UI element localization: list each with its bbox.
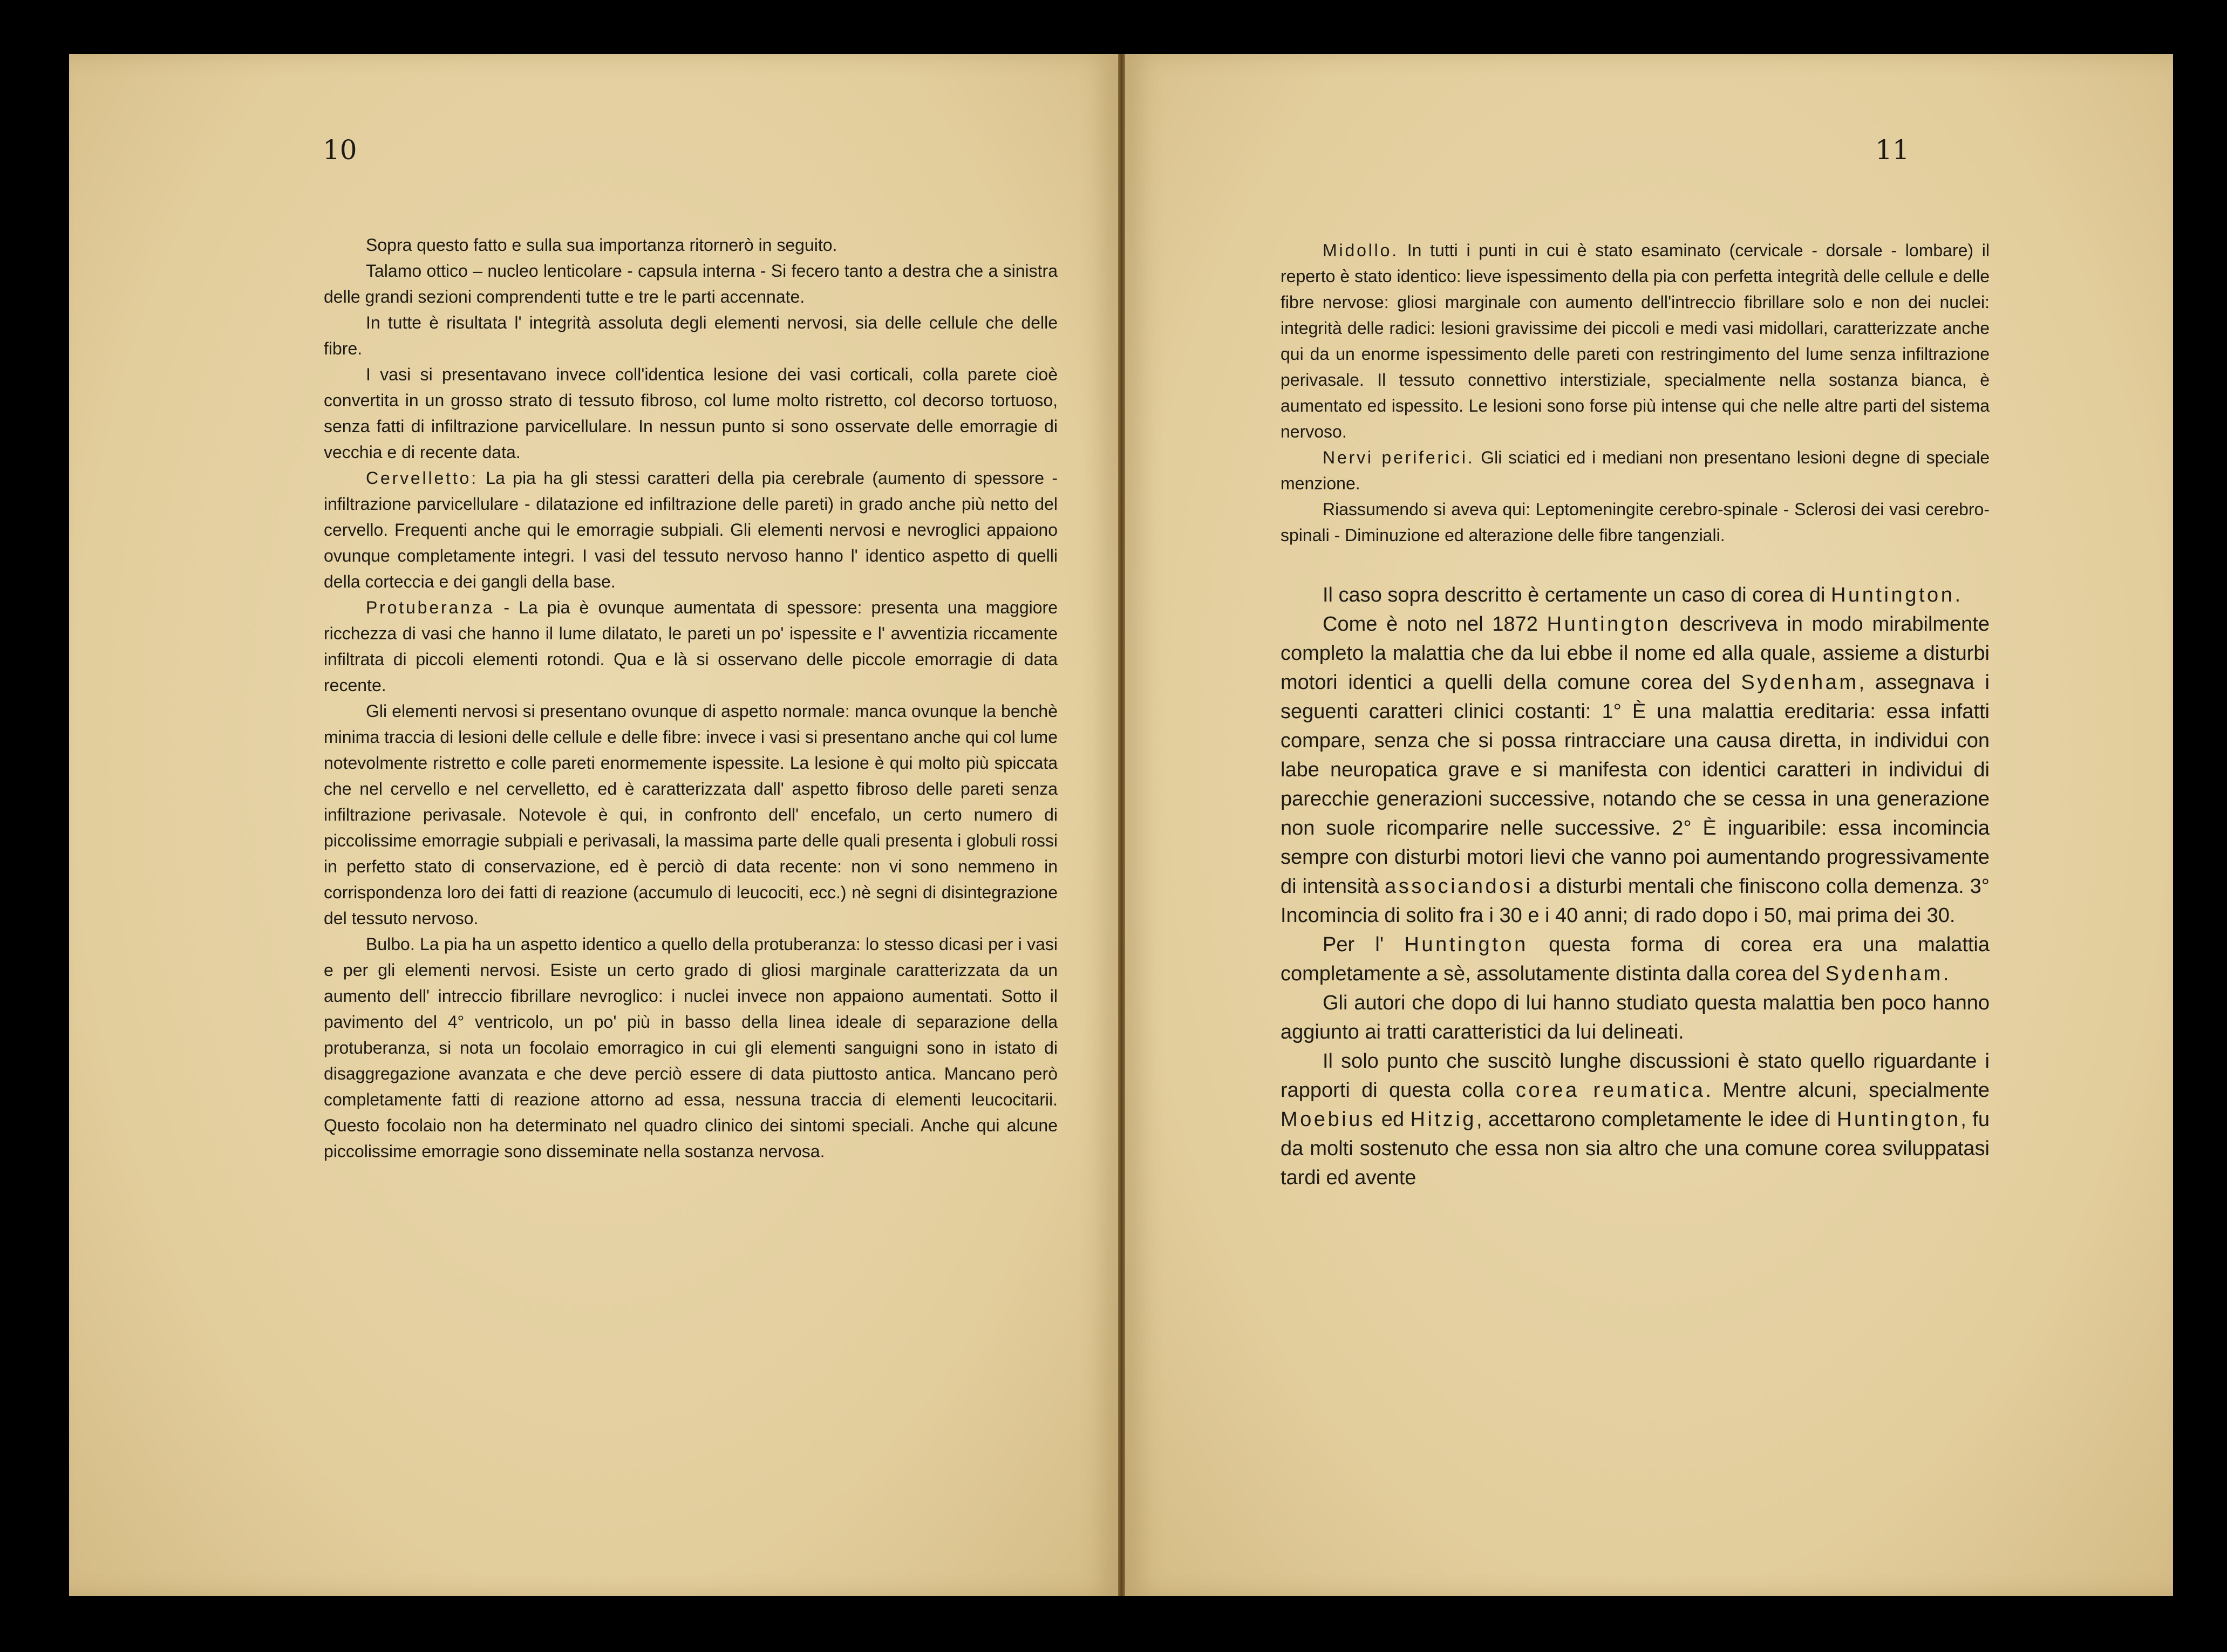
- paragraph-text: , assegnava i seguenti caratteri clinici costanti: 1° È una malattia ereditaria: essa infatti compare, senza che si possa rintracciare una causa diretta, in individui con labe neuropatica grave e si manifesta con identici caratteri in individui di parecchie generazioni successive, notando che se cessa in una generazione non suole ricomparire nelle successive. 2° È inguaribile: essa incomincia sempre con disturbi motori lievi che vanno poi aumentando progressivamente di intensità: [1281, 671, 1990, 898]
- author-name: Huntington: [1831, 584, 1955, 606]
- author-name: Huntington: [1836, 1108, 1961, 1131]
- paragraph-text: Il solo punto che suscitò lunghe discussioni è stato quello riguardante i rapporti di questa colla: [1281, 1050, 1990, 1102]
- author-name: Huntington: [1547, 613, 1671, 636]
- paragraph-text: a disturbi mentali che finiscono colla demenza. 3° Incomincia di solito fra i 30 e i 40 anni; di rado dopo i 50, mai prima dei 30.: [1281, 875, 1990, 927]
- paragraph: [324, 931, 1058, 1164]
- paragraph-text: ed: [1375, 1108, 1411, 1131]
- paragraph-text: La pia ha gli stessi caratteri della pia cerebrale (aumento di spessore - infiltrazione parvicellulare - dilatazione ed infiltrazione delle pareti) in grado anche più netto del cervello. Frequenti anche qui le emorragie subpiali. Gli elementi nervosi e nevroglici appaiono ovunque completamente integri. I vasi del tessuto nervoso hanno l' identico aspetto di quelli della corteccia e dei gangli della base.: [324, 468, 1058, 591]
- paragraph: Riassumendo si aveva qui: Leptomeningite cerebro-spinale - Sclerosi dei vasi cerebro-spinali - Diminuzione ed alterazione delle fibre tangenziali.: [1281, 500, 1990, 545]
- paragraph: [1281, 610, 1990, 930]
- author-name: Sydenham: [1741, 671, 1859, 694]
- emphasis-text: associandosi: [1385, 875, 1533, 898]
- section-heading: Cervelletto:: [366, 468, 478, 488]
- paragraph: [324, 595, 1058, 698]
- paragraph-text: .: [1954, 584, 1961, 606]
- paragraph-text: Gli sciatici ed i mediani non presentano lesioni degne di speciale menzione.: [1281, 448, 1990, 493]
- paragraph: [1281, 581, 1990, 610]
- author-name: Moebius: [1281, 1108, 1375, 1131]
- paragraph-text: , fu da molti sostenuto che essa non sia altro che una comune corea sviluppatasi tardi ed avente: [1281, 1108, 1990, 1189]
- paragraph: I vasi si presentavano invece coll'identica lesione dei vasi corticali, colla parete cioè convertita in un grosso strato di tessuto fibroso, col lume molto ristretto, col decorso tortuoso, senza fatti di infiltrazione parvicellulare. In nessun punto si sono osservate delle emorragie di vecchia e di recente data.: [324, 365, 1058, 462]
- paragraph-text: Come è noto nel 1872: [1323, 613, 1547, 636]
- author-name: Sydenham: [1825, 962, 1943, 985]
- page-number: 10: [323, 134, 357, 166]
- paragraph-text: . Mentre alcuni, specialmente: [1705, 1079, 1990, 1102]
- paragraph-text: descriveva in modo mirabilmente completo la malattia che da lui ebbe il nome ed alla quale, assieme a disturbi motori identici a quelli della comune corea del: [1281, 613, 1990, 694]
- paragraph: [1281, 445, 1990, 496]
- paragraph-text: .: [1943, 962, 1949, 985]
- emphasis-text: corea reumatica: [1515, 1079, 1706, 1102]
- paragraph: [1281, 1047, 1990, 1192]
- paragraph: In tutte è risultata l' integrità assoluta degli elementi nervosi, sia delle cellule che delle fibre.: [324, 313, 1058, 358]
- section-gap: [1281, 548, 1990, 581]
- book-spine: [1118, 54, 1125, 1596]
- paragraph-text: In tutti i punti in cui è stato esaminato (cervicale - dorsale - lombare) il reperto è stato identico: lieve ispessimento della pia con perfetta integrità delle cellule e delle fibre nervose: gliosi marginale con aumento dell'intreccio fibrillare solo e non dei nuclei: integrità delle radici: lesioni gravissime dei piccoli e medi vasi midollari, caratterizzate anche qui da un enorme ispessimento delle pareti con restringimento del lume senza infiltrazione perivasale. Il tessuto connettivo interstiziale, specialmente nella sostanza bianca, è aumentato ed ispessito. Le lesioni sono forse più intense qui che nelle altre parti del sistema nervoso.: [1281, 241, 1990, 441]
- paragraph-text: Il caso sopra descritto è certamente un caso di corea di: [1323, 584, 1831, 606]
- paragraph: Talamo ottico – nucleo lenticolare - capsula interna - Si fecero tanto a destra che a sinistra delle grandi sezioni comprendenti tutte e tre le parti accennate.: [324, 261, 1058, 306]
- section-heading: Nervi periferici.: [1323, 448, 1475, 467]
- page-number: 11: [1875, 134, 1910, 166]
- paragraph: Gli autori che dopo di lui hanno studiato questa malattia ben poco hanno aggiunto ai tratti caratteristici da lui delineati.: [1281, 992, 1990, 1043]
- paragraph: [1281, 930, 1990, 988]
- right-page: [1125, 54, 2173, 1596]
- paragraph-text: La pia ha un aspetto identico a quello della protuberanza: lo stesso dicasi per i vasi e per gli elementi nervosi. Esiste un certo grado di gliosi marginale caratterizzata da un aumento dell' intreccio fibrillare nevroglico: i nuclei invece non appaiono aumentati. Sotto il pavimento del 4° ventricolo, un po' più in basso della linea ideale di separazione della protuberanza, si nota un focolaio emorragico in cui gli elementi sanguigni sono in istato di disaggregazione avanzata e che deve perciò essere di data piuttosto antica. Mancano però completamente fatti di reazione attorno ad essa, nessuna traccia di elementi leucocitarii. Questo focolaio non ha determinato nel quadro clinico dei sintomi speciali. Anche qui alcune piccolissime emorragie sono disseminate nella sostanza nervosa.: [324, 934, 1058, 1161]
- section-heading: Protuberanza: [366, 598, 495, 617]
- discussion-section: [1281, 581, 1990, 1192]
- paragraph: [324, 465, 1058, 595]
- paragraph: Gli elementi nervosi si presentano ovunque di aspetto normale: manca ovunque la benchè minima traccia di lesioni delle cellule e delle fibre: invece i vasi si presentano anche qui col lume notevolmente ristretto e colle pareti enormemente ispessite. La lesione è qui molto più spiccata che nel cervello e nel cervelletto, ed è caratterizzata dall' aspetto fibroso delle pareti senza infiltrazione perivasale. Notevole è qui, in confronto dell' encefalo, un certo numero di piccolissime emorragie subpiali e perivasali, la massima parte delle quali presenta i globuli rossi in perfetto stato di conservazione, ed è perciò di data recente: non vi sono nemmeno in corrispondenza loro dei fatti di reazione (accumulo di leucociti, ecc.) nè segni di disintegrazione del tessuto nervoso.: [324, 701, 1058, 928]
- paragraph-text: questa forma di corea era una malattia completamente a sè, assolutamente distinta dalla corea del: [1281, 933, 1990, 985]
- paragraph: [1281, 237, 1990, 445]
- paragraph-text: - La pia è ovunque aumentata di spessore: presenta una maggiore ricchezza di vasi che hanno il lume dilatato, le pareti un po' ispessite e l' avventizia riccamente infiltrata di piccoli elementi rotondi. Qua e là si osservano delle piccole emorragie di data recente.: [324, 598, 1058, 695]
- paragraph-text: Per l': [1323, 933, 1405, 956]
- left-page-text: [324, 232, 1058, 1164]
- left-page: [69, 54, 1118, 1596]
- author-name: Hitzig: [1410, 1108, 1476, 1131]
- author-name: Huntington: [1404, 933, 1528, 956]
- right-page-text: [1281, 237, 1990, 1192]
- section-heading: Midollo.: [1323, 241, 1399, 260]
- paragraph: Sopra questo fatto e sulla sua importanza ritornerò in seguito.: [366, 235, 837, 255]
- section-heading: Bulbo.: [366, 934, 415, 954]
- paragraph-text: , accettarono completamente le idee di: [1476, 1108, 1837, 1131]
